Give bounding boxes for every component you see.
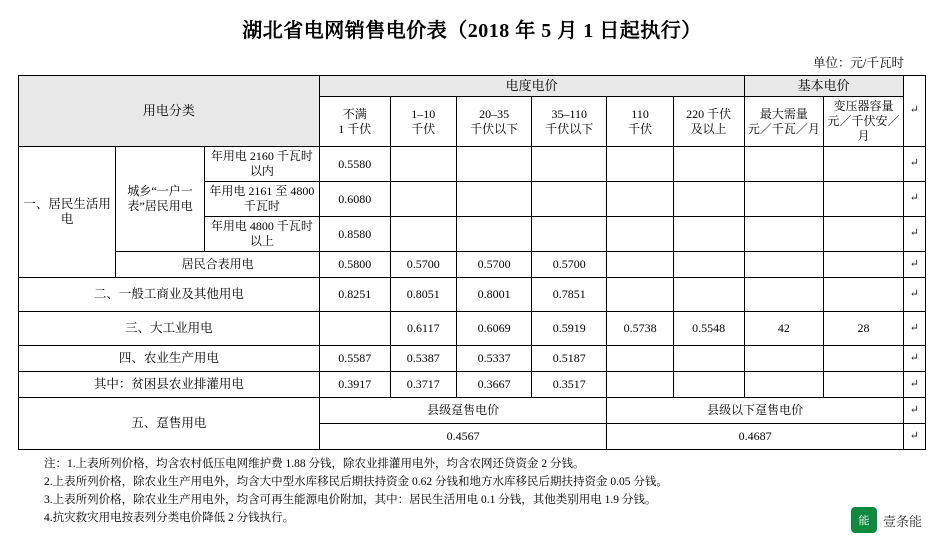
cell-value: [824, 217, 904, 252]
cell-value: [607, 147, 673, 182]
cell-value: [607, 372, 673, 398]
cell-value: 0.5800: [319, 252, 390, 278]
cell-value: 0.7851: [532, 278, 607, 312]
row-mark: ↵: [903, 424, 925, 450]
tier-above-4800: 年用电 4800 千瓦时以上: [204, 217, 319, 252]
cell-value: [673, 372, 744, 398]
cell-value: 0.5337: [456, 346, 531, 372]
category-resale: 五、趸售用电: [19, 398, 320, 450]
table-row: [19, 372, 926, 398]
table-row: [19, 278, 926, 312]
cell-value: [824, 372, 904, 398]
cell-value: [824, 252, 904, 278]
header-transformer-capacity: 变压器容量 元／千伏安／月: [824, 97, 904, 147]
header-energy-price: 电度电价: [319, 76, 744, 97]
cell-value: [673, 217, 744, 252]
resale-below-county-value: 0.4687: [607, 424, 903, 450]
cell-value: 0.5700: [456, 252, 531, 278]
cell-value: [532, 182, 607, 217]
resale-county-value: 0.4567: [319, 424, 607, 450]
table-row: [19, 398, 926, 424]
header-voltage-220kv: 220 千伏 及以上: [673, 97, 744, 147]
cell-value: [456, 182, 531, 217]
resale-county-label: 县级趸售电价: [319, 398, 607, 424]
table-row: [19, 312, 926, 346]
cell-value: 0.5387: [390, 346, 456, 372]
category-residential: 一、居民生活用电: [19, 147, 116, 278]
table-row: [19, 346, 926, 372]
cell-value: [673, 147, 744, 182]
note-4: 4.抗灾救灾用电按表列分类电价降低 2 分钱执行。: [44, 511, 295, 524]
cell-value: [824, 182, 904, 217]
row-mark: ↵: [903, 346, 925, 372]
header-category: 用电分类: [19, 76, 320, 147]
cell-value: [744, 278, 824, 312]
cell-value: [744, 372, 824, 398]
row-mark: ↵: [903, 147, 925, 182]
notes-block: [18, 450, 926, 527]
watermark-label: 壹条能: [882, 513, 922, 529]
cell-value: [673, 278, 744, 312]
cell-value: [532, 217, 607, 252]
note-2: 2.上表所列价格，除农业生产用电外，均含大中型水库移民后期扶持资金 0.62 分钱和地方水库移民后期扶持资金 0.05 分钱。: [44, 476, 668, 489]
cell-value: [319, 312, 390, 346]
category-agriculture: 四、农业生产用电: [19, 346, 320, 372]
cell-value: [390, 147, 456, 182]
row-mark: ↵: [903, 278, 925, 312]
cell-value: [824, 278, 904, 312]
header-voltage-110kv: 110 千伏: [607, 97, 673, 147]
watermark: [845, 504, 928, 536]
cell-value: 0.5187: [532, 346, 607, 372]
note-3: 3.上表所列价格，除农业生产用电外，均含可再生能源电价附加，其中：居民生活用电 0.1 分钱，其他类别用电 1.9 分钱。: [44, 493, 657, 506]
cell-value: [607, 182, 673, 217]
cell-value: [607, 346, 673, 372]
cell-value: 0.3667: [456, 372, 531, 398]
cell-value: 0.5700: [390, 252, 456, 278]
row-mark: ↵: [903, 252, 925, 278]
cell-value: [673, 252, 744, 278]
row-mark: ↵: [903, 217, 925, 252]
cell-value: 28: [824, 312, 904, 346]
tier-2161-4800: 年用电 2161 至 4800 千瓦时: [204, 182, 319, 217]
cell-value: 0.3517: [532, 372, 607, 398]
table-header-row-1: [19, 76, 926, 97]
cell-value: [824, 147, 904, 182]
header-voltage-35-110kv: 35–110 千伏以下: [532, 97, 607, 147]
unit-note: 单位：元/千瓦时: [813, 56, 904, 70]
cell-value: [607, 217, 673, 252]
tier-within-2160: 年用电 2160 千瓦时以内: [204, 147, 319, 182]
cell-value: 0.8051: [390, 278, 456, 312]
cell-value: [744, 147, 824, 182]
cell-value: 0.6069: [456, 312, 531, 346]
cell-value: [390, 182, 456, 217]
cell-value: [456, 217, 531, 252]
cell-value: 0.8001: [456, 278, 531, 312]
category-large-industry: 三、大工业用电: [19, 312, 320, 346]
page-title: 湖北省电网销售电价表（2018 年 5 月 1 日起执行）: [242, 20, 702, 42]
cell-value: 0.8580: [319, 217, 390, 252]
table-row: [19, 252, 926, 278]
subcategory-one-household-one-meter: 城乡“一户一表”居民用电: [116, 147, 204, 252]
resale-below-county-label: 县级以下趸售电价: [607, 398, 903, 424]
row-mark: ↵: [903, 398, 925, 424]
cell-value: [744, 346, 824, 372]
cell-value: 0.5738: [607, 312, 673, 346]
watermark-logo-icon: 能: [851, 507, 877, 533]
category-poor-county-irrigation: 其中：贫困县农业排灌用电: [19, 372, 320, 398]
cell-value: [607, 252, 673, 278]
cell-value: 0.6080: [319, 182, 390, 217]
cell-value: 0.3917: [319, 372, 390, 398]
cell-value: 0.5580: [319, 147, 390, 182]
cell-value: [824, 346, 904, 372]
cell-value: 0.3717: [390, 372, 456, 398]
cell-value: 0.5700: [532, 252, 607, 278]
electricity-price-table: [18, 75, 926, 450]
cell-value: [456, 147, 531, 182]
row-mark: ↵: [903, 182, 925, 217]
header-max-demand: 最大需量 元／千瓦／月: [744, 97, 824, 147]
cell-value: 0.5587: [319, 346, 390, 372]
cell-value: [607, 278, 673, 312]
cell-value: [390, 217, 456, 252]
row-mark: ↵: [903, 312, 925, 346]
cell-value: 42: [744, 312, 824, 346]
subcategory-shared-meter: 居民合表用电: [116, 252, 320, 278]
cell-value: [673, 346, 744, 372]
cell-value: [744, 252, 824, 278]
row-mark: ↵: [903, 76, 925, 147]
header-basic-price: 基本电价: [744, 76, 903, 97]
table-row: [19, 147, 926, 182]
category-general-commercial: 二、一般工商业及其他用电: [19, 278, 320, 312]
cell-value: 0.5919: [532, 312, 607, 346]
row-mark: ↵: [903, 372, 925, 398]
header-voltage-1-10kv: 1–10 千伏: [390, 97, 456, 147]
cell-value: 0.5548: [673, 312, 744, 346]
cell-value: 0.8251: [319, 278, 390, 312]
cell-value: [673, 182, 744, 217]
cell-value: [532, 147, 607, 182]
header-voltage-20-35kv: 20–35 千伏以下: [456, 97, 531, 147]
header-voltage-under-1kv: 不满 1 千伏: [319, 97, 390, 147]
note-1: 注：1.上表所列价格，均含农村低压电网维护费 1.88 分钱，除农业排灌用电外，均含农网还贷资金 2 分钱。: [44, 458, 585, 471]
cell-value: [744, 182, 824, 217]
cell-value: 0.6117: [390, 312, 456, 346]
cell-value: [744, 217, 824, 252]
